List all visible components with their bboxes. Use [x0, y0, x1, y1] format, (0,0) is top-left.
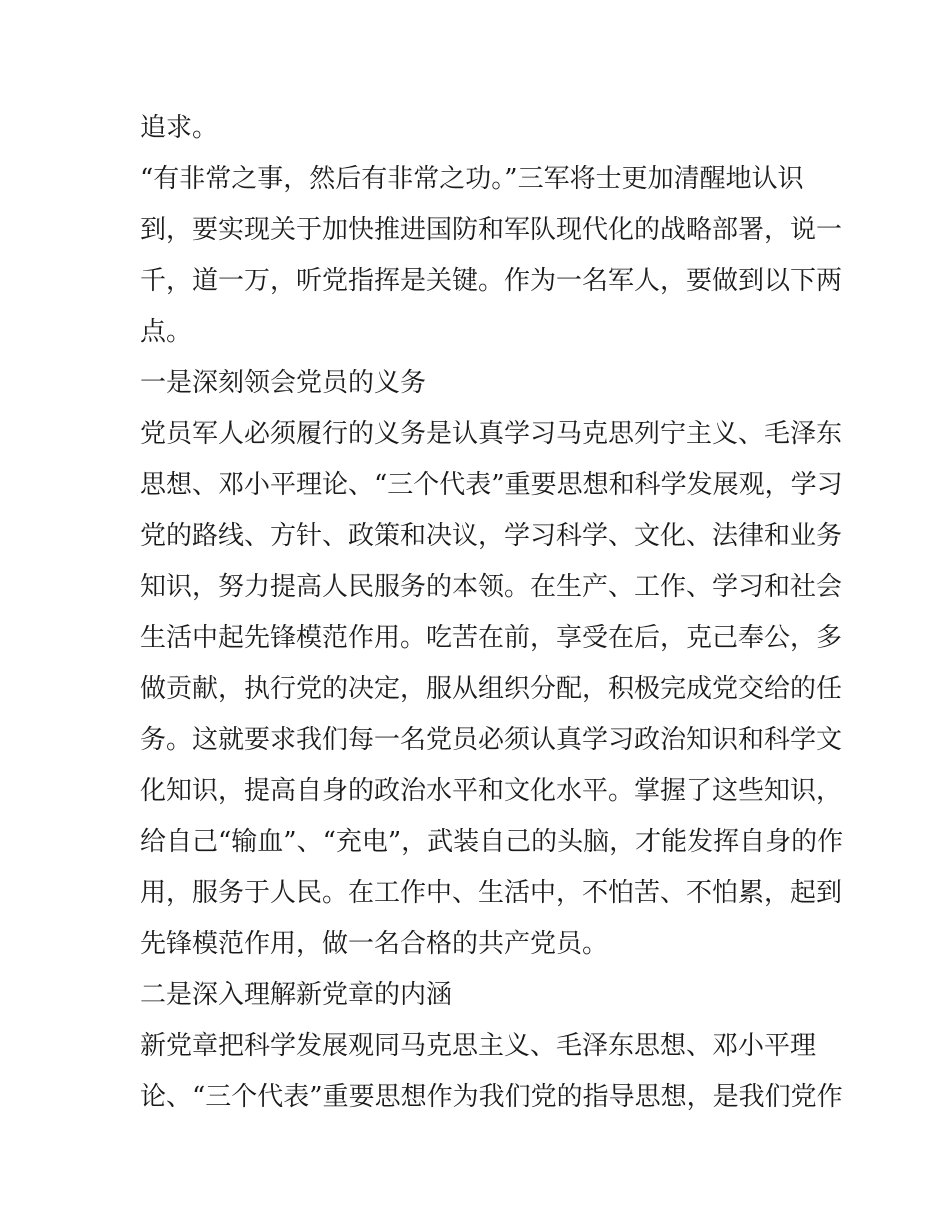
text-line: 先锋模范作用，做一名合格的共产党员。 — [140, 929, 609, 959]
text-line: 点。 — [140, 317, 193, 347]
text-line: 党的路线、方针、政策和决议，学习科学、文化、法律和业务 — [140, 521, 843, 551]
text-line: 党员军人必须履行的义务是认真学习马克思列宁主义、毛泽东 — [140, 419, 843, 449]
text-line: 论、“三个代表”重要思想作为我们党的指导思想，是我们党作 — [140, 1082, 843, 1112]
text-line: 到，要实现关于加快推进国防和军队现代化的战略部署，说一 — [140, 215, 843, 245]
text-line: 千，道一万，听党指挥是关键。作为一名军人，要做到以下两 — [140, 266, 843, 296]
text-line: 生活中起先锋模范作用。吃苦在前，享受在后，克己奉公，多 — [140, 623, 843, 653]
text-line: 追求。 — [140, 113, 219, 143]
text-line: 化知识，提高自身的政治水平和文化水平。掌握了这些知识， — [140, 776, 843, 806]
text-line: 给自己“输血”、“充电”，武装自己的头脑，才能发挥自身的作 — [140, 827, 844, 857]
text-line: 思想、邓小平理论、“三个代表”重要思想和科学发展观，学习 — [140, 470, 843, 500]
text-line: “有非常之事，然后有非常之功。”三军将士更加清醒地认识 — [140, 164, 804, 194]
section-heading-2: 二是深入理解新党章的内涵 — [140, 980, 453, 1010]
text-line: 用，服务于人民。在工作中、生活中，不怕苦、不怕累，起到 — [140, 878, 843, 908]
text-line: 知识，努力提高人民服务的本领。在生产、工作、学习和社会 — [140, 572, 843, 602]
section-heading-1: 一是深刻领会党员的义务 — [140, 368, 427, 398]
text-line: 做贡献，执行党的决定，服从组织分配，积极完成党交给的任 — [140, 674, 843, 704]
text-line: 新党章把科学发展观同马克思主义、毛泽东思想、邓小平理 — [140, 1031, 817, 1061]
text-line: 务。这就要求我们每一名党员必须认真学习政治知识和科学文 — [140, 725, 843, 755]
